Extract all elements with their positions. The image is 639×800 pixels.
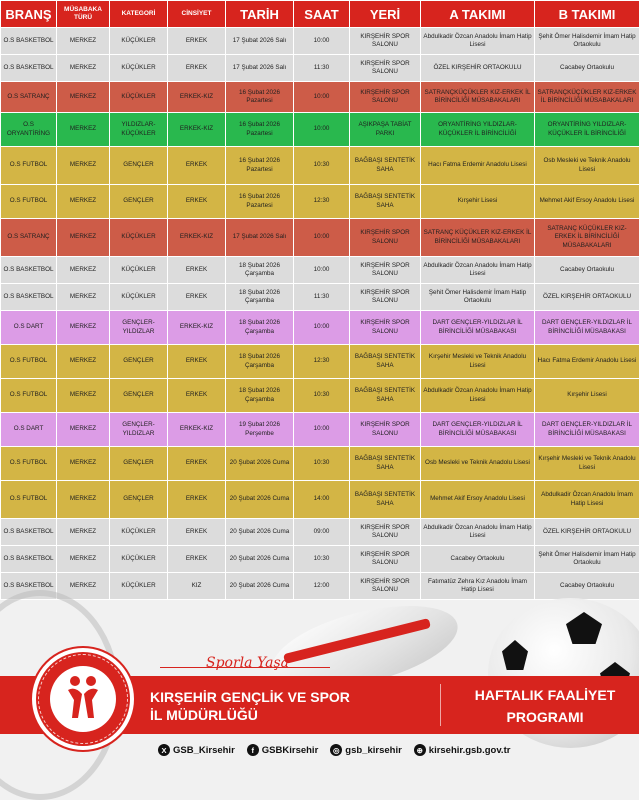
cell-musabaka: MERKEZ xyxy=(57,82,110,113)
cell-saat: 14:00 xyxy=(294,481,350,519)
cell-saat: 10:30 xyxy=(294,147,350,185)
cell-kategori: GENÇLER xyxy=(110,481,168,519)
cell-yeri: KIRŞEHİR SPOR SALONU xyxy=(350,546,421,573)
cell-brans: O.S BASKETBOL xyxy=(1,55,57,82)
cell-yeri: KIRŞEHİR SPOR SALONU xyxy=(350,413,421,447)
cell-yeri: KIRŞEHİR SPOR SALONU xyxy=(350,55,421,82)
cell-b: DART GENÇLER-YILDIZLAR İL BİRİNCİLİĞİ MÜSABAKASI xyxy=(535,413,639,447)
cell-yeri: KIRŞEHİR SPOR SALONU xyxy=(350,573,421,600)
cell-tarih: 17 Şubat 2026 Salı xyxy=(226,55,294,82)
cell-kategori: GENÇLER xyxy=(110,345,168,379)
cell-b: Abdulkadir Özcan Anadolu İmam Hatip Lisesi xyxy=(535,481,639,519)
cell-brans: O.S DART xyxy=(1,311,57,345)
cell-brans: O.S BASKETBOL xyxy=(1,28,57,55)
instagram-icon: ◎ xyxy=(330,744,342,756)
cell-b: Cacabey Ortaokulu xyxy=(535,55,639,82)
cell-saat: 10:00 xyxy=(294,257,350,284)
cell-musabaka: MERKEZ xyxy=(57,345,110,379)
cell-cinsiyet: ERKEK-KIZ xyxy=(168,113,226,147)
cell-musabaka: MERKEZ xyxy=(57,28,110,55)
cell-yeri: KIRŞEHİR SPOR SALONU xyxy=(350,28,421,55)
cell-cinsiyet: ERKEK xyxy=(168,345,226,379)
cell-saat: 12:30 xyxy=(294,345,350,379)
header-musabaka: MÜSABAKA TÜRÜ xyxy=(57,1,110,28)
cell-cinsiyet: ERKEK-KIZ xyxy=(168,413,226,447)
cell-tarih: 17 Şubat 2026 Salı xyxy=(226,219,294,257)
cell-a: Abdulkadir Özcan Anadolu İmam Hatip Lisesi xyxy=(421,28,535,55)
table-row xyxy=(1,147,639,185)
cell-brans: O.S SATRANÇ xyxy=(1,82,57,113)
cell-b: SATRANÇ KÜÇÜKLER KIZ-ERKEK İL BİRİNCİLİĞİ MÜSABAKALARI xyxy=(535,219,639,257)
cell-brans: O.S ORYANTİRİNG xyxy=(1,113,57,147)
cell-saat: 10:00 xyxy=(294,311,350,345)
cell-tarih: 16 Şubat 2026 Pazartesi xyxy=(226,147,294,185)
cell-tarih: 19 Şubat 2026 Perşembe xyxy=(226,413,294,447)
table-row xyxy=(1,219,639,257)
cell-kategori: KÜÇÜKLER xyxy=(110,546,168,573)
table-row xyxy=(1,447,639,481)
cell-a: Cacabey Ortaokulu xyxy=(421,546,535,573)
cell-a: SATRANÇ KÜÇÜKLER KIZ-ERKEK İL BİRİNCİLİĞİ MÜSABAKALARI xyxy=(421,219,535,257)
cell-b: ORYANTİRİNG YILDIZLAR-KÜÇÜKLER İL BİRİNCİLİĞİ xyxy=(535,113,639,147)
social-link[interactable] xyxy=(247,744,319,756)
social-links xyxy=(158,740,510,760)
cell-tarih: 20 Şubat 2026 Cuma xyxy=(226,573,294,600)
cell-cinsiyet: ERKEK xyxy=(168,546,226,573)
cell-brans: O.S DART xyxy=(1,413,57,447)
social-link[interactable] xyxy=(158,744,235,756)
cell-b: Kırşehir Mesleki ve Teknik Anadolu Lisesi xyxy=(535,447,639,481)
table-row xyxy=(1,573,639,600)
cell-musabaka: MERKEZ xyxy=(57,185,110,219)
cell-a: Abdulkadir Özcan Anadolu İmam Hatip Lisesi xyxy=(421,379,535,413)
cell-musabaka: MERKEZ xyxy=(57,311,110,345)
cell-musabaka: MERKEZ xyxy=(57,481,110,519)
cell-brans: O.S FUTBOL xyxy=(1,147,57,185)
cell-kategori: KÜÇÜKLER xyxy=(110,219,168,257)
header-kategori: KATEGORİ xyxy=(110,1,168,28)
cell-brans: O.S BASKETBOL xyxy=(1,519,57,546)
cell-musabaka: MERKEZ xyxy=(57,573,110,600)
cell-brans: O.S SATRANÇ xyxy=(1,219,57,257)
cell-yeri: BAĞBAŞI SENTETİK SAHA xyxy=(350,447,421,481)
cell-saat: 10:00 xyxy=(294,28,350,55)
social-link-label: kirsehir.gsb.gov.tr xyxy=(428,744,511,756)
cell-musabaka: MERKEZ xyxy=(57,257,110,284)
organization-name-line1: KIRŞEHİR GENÇLİK VE SPOR xyxy=(150,689,350,705)
cell-cinsiyet: ERKEK-KIZ xyxy=(168,311,226,345)
table-header-row xyxy=(1,1,639,28)
cell-tarih: 16 Şubat 2026 Pazartesi xyxy=(226,113,294,147)
cell-cinsiyet: ERKEK xyxy=(168,28,226,55)
cell-cinsiyet: ERKEK xyxy=(168,481,226,519)
cell-saat: 11:30 xyxy=(294,284,350,311)
table-row xyxy=(1,113,639,147)
cell-cinsiyet: ERKEK xyxy=(168,185,226,219)
cell-brans: O.S BASKETBOL xyxy=(1,546,57,573)
banner-divider xyxy=(440,684,441,726)
program-title xyxy=(455,684,635,728)
cell-a: ORYANTİRİNG YILDIZLAR-KÜÇÜKLER İL BİRİNCİLİĞİ xyxy=(421,113,535,147)
cell-a: ÖZEL KIRŞEHİR ORTAOKULU xyxy=(421,55,535,82)
table-row xyxy=(1,379,639,413)
cell-tarih: 18 Şubat 2026 Çarşamba xyxy=(226,345,294,379)
program-title-line1: HAFTALIK FAALİYET xyxy=(474,687,616,703)
cell-yeri: KIRŞEHİR SPOR SALONU xyxy=(350,257,421,284)
cell-brans: O.S FUTBOL xyxy=(1,447,57,481)
cell-kategori: KÜÇÜKLER xyxy=(110,573,168,600)
cell-tarih: 18 Şubat 2026 Çarşamba xyxy=(226,257,294,284)
cell-yeri: AŞIKPAŞA TABİAT PARKI xyxy=(350,113,421,147)
cell-kategori: KÜÇÜKLER xyxy=(110,257,168,284)
cell-b: DART GENÇLER-YILDIZLAR İL BİRİNCİLİĞİ MÜSABAKASI xyxy=(535,311,639,345)
table-row xyxy=(1,413,639,447)
cell-brans: O.S BASKETBOL xyxy=(1,257,57,284)
header-brans: BRANŞ xyxy=(1,1,57,28)
cell-yeri: KIRŞEHİR SPOR SALONU xyxy=(350,219,421,257)
cell-b: Hacı Fatma Erdemir Anadolu Lisesi xyxy=(535,345,639,379)
cell-saat: 12:30 xyxy=(294,185,350,219)
cell-a: Abdulkadir Özcan Anadolu İmam Hatip Lisesi xyxy=(421,519,535,546)
cell-a: Abdulkadir Özcan Anadolu İmam Hatip Lisesi xyxy=(421,257,535,284)
cell-saat: 10:30 xyxy=(294,447,350,481)
cell-a: Kırşehir Mesleki ve Teknik Anadolu Lisesi xyxy=(421,345,535,379)
cell-b: Cacabey Ortaokulu xyxy=(535,573,639,600)
cell-musabaka: MERKEZ xyxy=(57,147,110,185)
cell-kategori: GENÇLER-YILDIZLAR xyxy=(110,311,168,345)
cell-brans: O.S FUTBOL xyxy=(1,481,57,519)
cell-b: ÖZEL KIRŞEHİR ORTAOKULU xyxy=(535,284,639,311)
cell-a: Mehmet Akif Ersoy Anadolu Lisesi xyxy=(421,481,535,519)
cell-saat: 10:00 xyxy=(294,413,350,447)
cell-b: Osb Mesleki ve Teknik Anadolu Lisesi xyxy=(535,147,639,185)
cell-yeri: BAĞBAŞI SENTETİK SAHA xyxy=(350,147,421,185)
cell-tarih: 16 Şubat 2026 Pazartesi xyxy=(226,82,294,113)
cell-kategori: KÜÇÜKLER xyxy=(110,519,168,546)
cell-kategori: GENÇLER xyxy=(110,147,168,185)
cell-cinsiyet: ERKEK-KIZ xyxy=(168,82,226,113)
cell-tarih: 20 Şubat 2026 Cuma xyxy=(226,481,294,519)
cell-b: Mehmet Akif Ersoy Anadolu Lisesi xyxy=(535,185,639,219)
cell-cinsiyet: KIZ xyxy=(168,573,226,600)
cell-cinsiyet: ERKEK xyxy=(168,147,226,185)
cell-yeri: BAĞBAŞI SENTETİK SAHA xyxy=(350,379,421,413)
header-a-takimi: A TAKIMI xyxy=(421,1,535,28)
cell-kategori: GENÇLER xyxy=(110,185,168,219)
cell-cinsiyet: ERKEK xyxy=(168,447,226,481)
table-row xyxy=(1,28,639,55)
cell-yeri: BAĞBAŞI SENTETİK SAHA xyxy=(350,345,421,379)
cell-a: Osb Mesleki ve Teknik Anadolu Lisesi xyxy=(421,447,535,481)
cell-tarih: 20 Şubat 2026 Cuma xyxy=(226,447,294,481)
cell-cinsiyet: ERKEK xyxy=(168,379,226,413)
cell-yeri: KIRŞEHİR SPOR SALONU xyxy=(350,311,421,345)
cell-tarih: 18 Şubat 2026 Çarşamba xyxy=(226,379,294,413)
cell-yeri: KIRŞEHİR SPOR SALONU xyxy=(350,82,421,113)
cell-musabaka: MERKEZ xyxy=(57,55,110,82)
social-link-label: gsb_kirsehir xyxy=(345,744,402,756)
cell-musabaka: MERKEZ xyxy=(57,413,110,447)
table-row xyxy=(1,481,639,519)
social-link[interactable] xyxy=(330,744,402,756)
cell-musabaka: MERKEZ xyxy=(57,379,110,413)
program-title-line2: PROGRAMI xyxy=(506,709,584,725)
cell-kategori: KÜÇÜKLER xyxy=(110,284,168,311)
social-link[interactable] xyxy=(414,744,511,756)
cell-saat: 10:30 xyxy=(294,379,350,413)
organization-name xyxy=(150,688,360,724)
cell-yeri: BAĞBAŞI SENTETİK SAHA xyxy=(350,481,421,519)
cell-kategori: GENÇLER xyxy=(110,379,168,413)
cell-a: Fatımatüz Zehra Kız Anadolu İmam Hatip Lisesi xyxy=(421,573,535,600)
cell-yeri: KIRŞEHİR SPOR SALONU xyxy=(350,519,421,546)
cell-cinsiyet: ERKEK-KIZ xyxy=(168,219,226,257)
cell-kategori: YILDIZLAR-KÜÇÜKLER xyxy=(110,113,168,147)
cell-saat: 09:00 xyxy=(294,519,350,546)
cell-saat: 10:00 xyxy=(294,219,350,257)
cell-tarih: 18 Şubat 2026 Çarşamba xyxy=(226,284,294,311)
cell-b: SATRANÇKÜÇÜKLER KIZ-ERKEK İL BİRİNCİLİĞİ MÜSABAKALARI xyxy=(535,82,639,113)
cell-musabaka: MERKEZ xyxy=(57,113,110,147)
x-icon: X xyxy=(158,744,170,756)
cell-b: Şehit Ömer Halisdemir İmam Hatip Ortaokulu xyxy=(535,28,639,55)
cell-saat: 12:00 xyxy=(294,573,350,600)
facebook-icon: f xyxy=(247,744,259,756)
cell-kategori: KÜÇÜKLER xyxy=(110,28,168,55)
logo-athletes-icon xyxy=(62,672,104,724)
cell-musabaka: MERKEZ xyxy=(57,447,110,481)
cell-saat: 10:00 xyxy=(294,82,350,113)
cell-a: Kırşehir Lisesi xyxy=(421,185,535,219)
web-icon: ⊕ xyxy=(414,744,426,756)
organization-name-line2: İL MÜDÜRLÜĞÜ xyxy=(150,707,258,723)
table-row xyxy=(1,311,639,345)
cell-b: Kırşehir Lisesi xyxy=(535,379,639,413)
cell-brans: O.S BASKETBOL xyxy=(1,573,57,600)
cell-kategori: KÜÇÜKLER xyxy=(110,82,168,113)
cell-brans: O.S BASKETBOL xyxy=(1,284,57,311)
table-row xyxy=(1,284,639,311)
table-row xyxy=(1,519,639,546)
cell-a: DART GENÇLER-YILDIZLAR İL BİRİNCİLİĞİ MÜSABAKASI xyxy=(421,413,535,447)
cell-cinsiyet: ERKEK xyxy=(168,284,226,311)
cell-brans: O.S FUTBOL xyxy=(1,379,57,413)
table-row xyxy=(1,546,639,573)
cell-tarih: 16 Şubat 2026 Pazartesi xyxy=(226,185,294,219)
cell-tarih: 20 Şubat 2026 Cuma xyxy=(226,546,294,573)
header-yeri: YERİ xyxy=(350,1,421,28)
cell-tarih: 17 Şubat 2026 Salı xyxy=(226,28,294,55)
social-link-label: GSB_Kirsehir xyxy=(173,744,235,756)
cell-saat: 11:30 xyxy=(294,55,350,82)
header-tarih: TARİH xyxy=(226,1,294,28)
cell-tarih: 20 Şubat 2026 Cuma xyxy=(226,519,294,546)
cell-a: SATRANÇKÜÇÜKLER KIZ-ERKEK İL BİRİNCİLİĞİ MÜSABAKALARI xyxy=(421,82,535,113)
header-b-takimi: B TAKIMI xyxy=(535,1,639,28)
table-row xyxy=(1,82,639,113)
cell-musabaka: MERKEZ xyxy=(57,219,110,257)
cell-cinsiyet: ERKEK xyxy=(168,257,226,284)
cell-musabaka: MERKEZ xyxy=(57,284,110,311)
header-cinsiyet: CİNSİYET xyxy=(168,1,226,28)
cell-saat: 10:30 xyxy=(294,546,350,573)
cell-kategori: GENÇLER-YILDIZLAR xyxy=(110,413,168,447)
cell-tarih: 18 Şubat 2026 Çarşamba xyxy=(226,311,294,345)
table-row xyxy=(1,257,639,284)
slogan: Sporla Yaşa xyxy=(206,655,289,671)
cell-a: DART GENÇLER-YILDIZLAR İL BİRİNCİLİĞİ MÜSABAKASI xyxy=(421,311,535,345)
cell-a: Şehit Ömer Halisdemir İmam Hatip Ortaokulu xyxy=(421,284,535,311)
cell-cinsiyet: ERKEK xyxy=(168,55,226,82)
cell-b: Cacabey Ortaokulu xyxy=(535,257,639,284)
cell-musabaka: MERKEZ xyxy=(57,546,110,573)
cell-musabaka: MERKEZ xyxy=(57,519,110,546)
cell-b: ÖZEL KIRŞEHİR ORTAOKULU xyxy=(535,519,639,546)
table-row xyxy=(1,55,639,82)
social-link-label: GSBKirsehir xyxy=(261,744,319,756)
cell-kategori: KÜÇÜKLER xyxy=(110,55,168,82)
table-row xyxy=(1,185,639,219)
schedule-body xyxy=(1,28,639,600)
cell-yeri: BAĞBAŞI SENTETİK SAHA xyxy=(350,185,421,219)
cell-b: Şehit Ömer Halisdemir İmam Hatip Ortaokulu xyxy=(535,546,639,573)
cell-yeri: KIRŞEHİR SPOR SALONU xyxy=(350,284,421,311)
cell-brans: O.S FUTBOL xyxy=(1,345,57,379)
cell-brans: O.S FUTBOL xyxy=(1,185,57,219)
cell-saat: 10:00 xyxy=(294,113,350,147)
cell-a: Hacı Fatma Erdemir Anadolu Lisesi xyxy=(421,147,535,185)
cell-kategori: GENÇLER xyxy=(110,447,168,481)
cell-cinsiyet: ERKEK xyxy=(168,519,226,546)
table-row xyxy=(1,345,639,379)
header-saat: SAAT xyxy=(294,1,350,28)
